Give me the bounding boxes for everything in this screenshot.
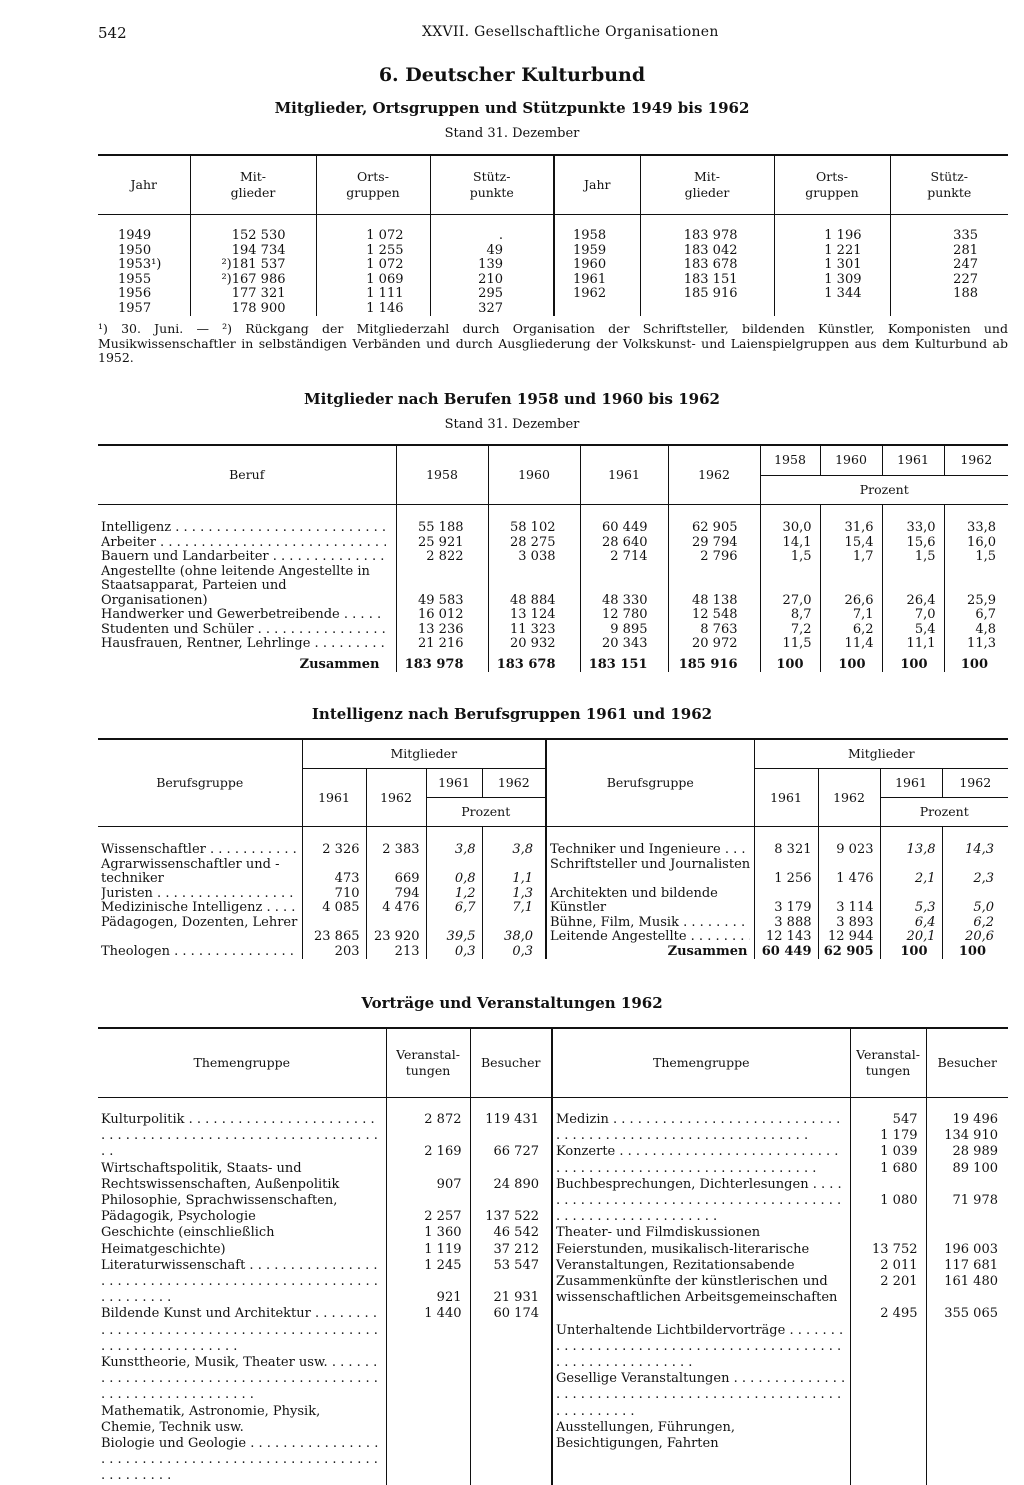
t1-h-jahr: Jahr	[98, 155, 190, 215]
t2-h-1962: 1962	[668, 445, 760, 505]
table-row: Intelligenz . . . 55 188 58 102 60 449 62 905 30,0 31,6 33,0 33,8	[98, 521, 1008, 536]
t2-h-beruf: Beruf	[98, 445, 396, 505]
t2-h-1961: 1961	[580, 445, 668, 505]
table-row-total: Zusammen 183 978 183 678 183 151 185 916 100 100 100 100	[98, 652, 1008, 673]
list-item: Theater- und Filmdiskussionen	[556, 1225, 761, 1241]
chapter-header: XXVII. Gesellschaftliche Organisationen	[422, 24, 719, 40]
list-item: Literaturwissenschaft . . .	[101, 1258, 383, 1307]
t3-h-p1961-2: 1961	[880, 769, 942, 798]
table-row: Bauern und Landarbeiter . . . 2 822 3 038 2 714 2 796 1,5 1,7 1,5 1,5	[98, 550, 1008, 565]
t4-h-events: Veranstal- tungen	[386, 1028, 470, 1098]
t4-h-theme-2: Themengruppe	[552, 1028, 850, 1098]
section-title: 6. Deutscher Kulturbund	[378, 64, 646, 86]
table-row: 1950 194 734 1 255 49 1959 183 042 1 221 281	[98, 244, 1008, 259]
t3-h-berufsgruppe: Berufsgruppe	[98, 739, 302, 827]
list-item: Gesellige Veranstaltungen . . .	[556, 1371, 847, 1420]
t4-h-visitors: Besucher	[470, 1028, 552, 1098]
list-item: Biologie und Geologie . . .	[101, 1436, 383, 1485]
table-row: 1953¹) ²)181 537 1 072 139 1960 183 678 1 301 247	[98, 258, 1008, 273]
table3-title: Intelligenz nach Berufsgruppen 1961 und 1962	[311, 705, 713, 723]
t3-h-mitglieder: Mitglieder	[302, 739, 546, 769]
t1-h-ortsgruppen-2: Orts- gruppen	[774, 155, 890, 215]
table4: Themengruppe Veranstal- tungen Besucher Themengruppe Veranstal- tungen Besucher Kulturpolitik . . . Wirtschaftspolitik, Staats- und Rechtswissenschaften, Außenpolitik Philosophie, Sprachwissenschaften, Pädagogik, Psychologie Geschichte (einschließlich Heimatgeschichte) Literaturwissenschaft . . . Bildende Kunst und Architektur . . . Kunsttheorie, Musik, Theater usw. . . . Mathematik, Astronomie, Physik, Chemie, Technik usw. Biologie und Geologie . . . 2 872 2 169 907 2 257 1 360 1 119 1 245 921 1 440 119 431 66 727 24 890 137 522 46 542 37 212 53 547 21 931 60 174 Medizin . . . Konzerte . . . Buchbesprechungen, Dichterlesungen . . . Theater- und Filmdiskussionen Feierstunden, musikalisch-literarische Veranstaltungen, Rezitationsabende Zusammenkünfte der künstlerischen und wissenschaftlichen Arbeitsgemeinschaften Unterhaltende Lichtbildervorträge . . . Gesellige Veranstaltungen . . . Ausstellungen, Führungen, Besichtigungen, Fahrten 547 1 179 1 039 1 680 1 080 13 752 2 011 2 201 2 495 19 496 134 910 28 989 89 100 71 978 196 003 117 681 161 480 355 065	[98, 1027, 1008, 1485]
list-item: Medizin . . .	[556, 1112, 847, 1144]
table3	[98, 738, 1008, 959]
table-row: Hausfrauen, Rentner, Lehrlinge . . . 21 216 20 932 20 343 20 972 11,5 11,4 11,1 11,3	[98, 637, 1008, 652]
t2-h-p1960: 1960	[820, 445, 882, 475]
table1-title: Mitglieder, Ortsgruppen und Stützpunkte 1949 bis 1962	[274, 99, 750, 117]
t2-h-prozent: Prozent	[760, 475, 1008, 505]
t2-h-p1958: 1958	[760, 445, 820, 475]
t3-h-prozent-2: Prozent	[880, 798, 1008, 827]
table1-footnote: ¹) 30. Juni. — ²) Rückgang der Mitgliederzahl durch Organisation der Schriftsteller, bildenden Künstler, Komponisten und Musikwissenschaftler in selbständigen Verbänden und durch Ausgliederung der Volkskunst- und Laienspielgruppen aus dem Kulturbund ab 1952.	[98, 321, 1008, 365]
table-row: Pädagogen, Dozenten, Lehrer 23 865 23 920 39,5 38,0 Bühne, Film, Musik . . . Leitende Angestellte . . . 3 888 12 143 3 893 12 944 6,4 20,1 6,2 20,6	[98, 916, 1008, 945]
t3-h-p1961: 1961	[426, 769, 482, 798]
table1-subtitle: Stand 31. Dezember	[444, 126, 580, 141]
table4-title: Vorträge und Veranstaltungen 1962	[361, 994, 663, 1012]
list-item: Buchbesprechungen, Dichterlesungen . . .	[556, 1177, 847, 1226]
table-row: Angestellte (ohne leitende Angestellte in Staatsapparat, Parteien und Organisationen) 49 583 48 884 48 330 48 138 27,0 26,6 26,4 25,9	[98, 565, 1008, 609]
table2	[98, 444, 1008, 672]
t1-h-stuetzpunkte-2: Stütz- punkte	[890, 155, 1008, 215]
table2-title: Mitglieder nach Berufen 1958 und 1960 bis 1962	[304, 390, 720, 408]
table-row: 1949 152 530 1 072 . 1958 183 978 1 196 335	[98, 229, 1008, 244]
t4-h-visitors-2: Besucher	[926, 1028, 1008, 1098]
t1-h-ortsgruppen: Orts- gruppen	[316, 155, 430, 215]
t2-h-1960: 1960	[488, 445, 580, 505]
t3-h-mitglieder-2: Mitglieder	[754, 739, 1008, 769]
table-row: Agrarwissenschaftler und -techniker 473 669 0,8 1,1 Schriftsteller und Journalisten 1 256 1 476 2,1 2,3	[98, 858, 1008, 887]
list-item: Feierstunden, musikalisch-literarische Veranstaltungen, Rezitationsabende	[556, 1241, 810, 1273]
t3-h-1962: 1962	[366, 769, 426, 827]
table1	[98, 154, 1008, 316]
t2-h-p1962: 1962	[944, 445, 1008, 475]
table-row: 1955 ²)167 986 1 069 210 1961 183 151 1 309 227	[98, 273, 1008, 288]
t3-h-1961-2: 1961	[754, 769, 818, 827]
t3-h-berufsgruppe-2: Berufsgruppe	[546, 739, 754, 827]
table-row: Wissenschaftler . . . 2 326 2 383 3,8 3,8 Techniker und Ingenieure . . . 8 321 9 023 13,8 14,3	[98, 843, 1008, 858]
t2-h-1958: 1958	[396, 445, 488, 505]
t3-h-1962-2: 1962	[818, 769, 880, 827]
table-row: Studenten und Schüler . . . 13 236 11 323 9 895 8 763 7,2 6,2 5,4 4,8	[98, 623, 1008, 638]
table-row: 1956 177 321 1 111 295 1962 185 916 1 344 188	[98, 287, 1008, 302]
t3-h-p1962-2: 1962	[942, 769, 1008, 798]
list-item: Geschichte (einschließlich Heimatgeschichte)	[101, 1225, 275, 1257]
table-row: Theologen . . . 203 213 0,3 0,3 Zusammen 60 449 62 905 100 100	[98, 945, 1008, 960]
list-item: Bildende Kunst und Architektur . . .	[101, 1306, 383, 1355]
list-item: Kunsttheorie, Musik, Theater usw. . . .	[101, 1355, 383, 1404]
t3-h-p1962: 1962	[482, 769, 546, 798]
t3-h-prozent: Prozent	[426, 798, 546, 827]
page-number: 542	[98, 24, 127, 42]
t1-h-stuetzpunkte: Stütz- punkte	[430, 155, 554, 215]
list-item: Unterhaltende Lichtbildervorträge . . .	[556, 1323, 847, 1372]
list-item: Ausstellungen, Führungen, Besichtigungen, Fahrten	[556, 1419, 735, 1452]
t1-h-mitglieder-2: Mit- glieder	[640, 155, 774, 215]
t4-h-events-2: Veranstal- tungen	[850, 1028, 926, 1098]
list-item: Kulturpolitik . . .	[101, 1112, 383, 1161]
t4-h-theme: Themengruppe	[98, 1028, 386, 1098]
table2-subtitle: Stand 31. Dezember	[444, 417, 580, 432]
t1-h-mitglieder: Mit- glieder	[190, 155, 316, 215]
list-item: Mathematik, Astronomie, Physik, Chemie, Technik usw.	[101, 1403, 321, 1435]
table-row: Medizinische Intelligenz . . . 4 085 4 476 6,7 7,1	[98, 901, 1008, 916]
t2-h-p1961: 1961	[882, 445, 944, 475]
t3-h-1961: 1961	[302, 769, 366, 827]
table-row: Juristen . . . 710 794 1,2 1,3 Architekten und bildende Künstler 3 179 3 114 5,3 5,0	[98, 887, 1008, 902]
list-item: Philosophie, Sprachwissenschaften, Pädagogik, Psychologie	[101, 1193, 338, 1225]
table-row: Handwerker und Gewerbetreibende . . . 16 012 13 124 12 780 12 548 8,7 7,1 7,0 6,7	[98, 608, 1008, 623]
t1-h-jahr-2: Jahr	[554, 155, 640, 215]
list-item: Wirtschaftspolitik, Staats- und Rechtswissenschaften, Außenpolitik	[101, 1160, 340, 1192]
table-row: Arbeiter . . . 25 921 28 275 28 640 29 794 14,1 15,4 15,6 16,0	[98, 536, 1008, 551]
table-row: 1957 178 900 1 146 327	[98, 302, 1008, 317]
list-item: Konzerte . . .	[556, 1144, 847, 1176]
list-item: Zusammenkünfte der künstlerischen und wissenschaftlichen Arbeitsgemeinschaften	[556, 1274, 838, 1306]
